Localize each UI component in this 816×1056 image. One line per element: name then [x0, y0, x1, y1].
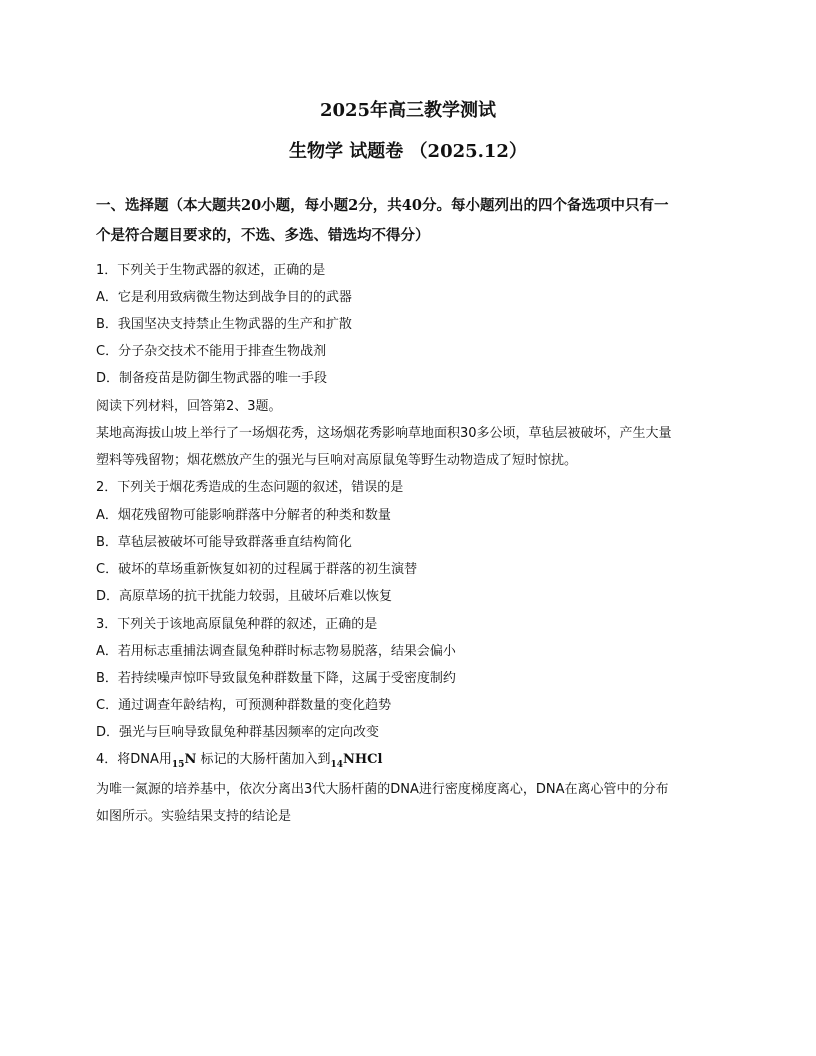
- page-title: 2025年高三教学测试: [319, 100, 497, 121]
- question-4-stem: [96, 751, 724, 774]
- question-2-stem: 2．下列关于烟花秀造成的生态问题的叙述，错误的是: [96, 480, 404, 495]
- isotope-14-symbol: NHCl: [343, 752, 383, 767]
- question-3-option-b: B．若持续噪声惊吓导致鼠兔种群数量下降，这属于受密度制约: [96, 671, 456, 686]
- question-3-option-d: D．强光与巨响导致鼠兔种群基因频率的定向改变: [96, 725, 380, 740]
- question-3-option-a: A．若用标志重捕法调查鼠兔种群时标志物易脱落，结果会偏小: [96, 644, 456, 659]
- question-1-option-c: C．分子杂交技术不能用于排查生物战剂: [96, 344, 327, 359]
- question-2-option-a: A．烟花残留物可能影响群落中分解者的种类和数量: [96, 508, 391, 523]
- isotope-14-subscript: 14: [330, 760, 343, 770]
- question-1-option-a: A．它是利用致病微生物达到战争目的的武器: [96, 290, 352, 305]
- question-3-option-c: C．通过调查年龄结构，可预测种群数量的变化趋势: [96, 698, 392, 713]
- question-4-line-3: 如图所示。实验结果支持的结论是: [96, 809, 292, 824]
- question-1-option-b: B．我国坚决支持禁止生物武器的生产和扩散: [96, 317, 352, 332]
- question-2-option-c: C．破坏的草场重新恢复如初的过程属于群落的初生演替: [96, 562, 418, 577]
- material-line-2: 塑料等残留物；烟花燃放产生的强光与巨响对高原鼠兔等野生动物造成了短时惊扰。: [96, 453, 578, 468]
- material-intro: 阅读下列材料，回答第2、3题。: [96, 399, 282, 414]
- question-4-line-2: 为唯一氮源的培养基中，依次分离出3代大肠杆菌的DNA进行密度梯度离心，DNA在离心管中的分布: [96, 782, 669, 797]
- question-1-option-d: D．制备疫苗是防御生物武器的唯一手段: [96, 371, 328, 386]
- question-3-stem: 3．下列关于该地高原鼠兔种群的叙述，正确的是: [96, 617, 378, 632]
- question-1-stem: 1．下列关于生物武器的叙述，正确的是: [96, 263, 326, 278]
- question-4-stem-middle: 标记的大肠杆菌加入到: [196, 752, 331, 767]
- section-heading-line-2: 个是符合题目要求的，不选、多选、错选均不得分）: [96, 227, 430, 244]
- material-line-1: 某地高海拔山坡上举行了一场烟花秀，这场烟花秀影响草地面积30多公顷，草毡层被破坏，产生大量: [96, 426, 672, 441]
- page-subtitle: 生物学 试题卷 （2025.12）: [289, 141, 527, 162]
- question-2-option-d: D．高原草场的抗干扰能力较弱，且破坏后难以恢复: [96, 589, 393, 604]
- question-2-option-b: B．草毡层被破坏可能导致群落垂直结构简化: [96, 535, 352, 550]
- question-4-stem-prefix: 4．将DNA用: [96, 752, 172, 767]
- isotope-15-symbol: N: [184, 752, 197, 767]
- section-heading-line-1: 一、选择题（本大题共20小题，每小题2分，共40分。每小题列出的四个备选项中只有一: [96, 197, 669, 214]
- isotope-15-subscript: 15: [171, 760, 185, 770]
